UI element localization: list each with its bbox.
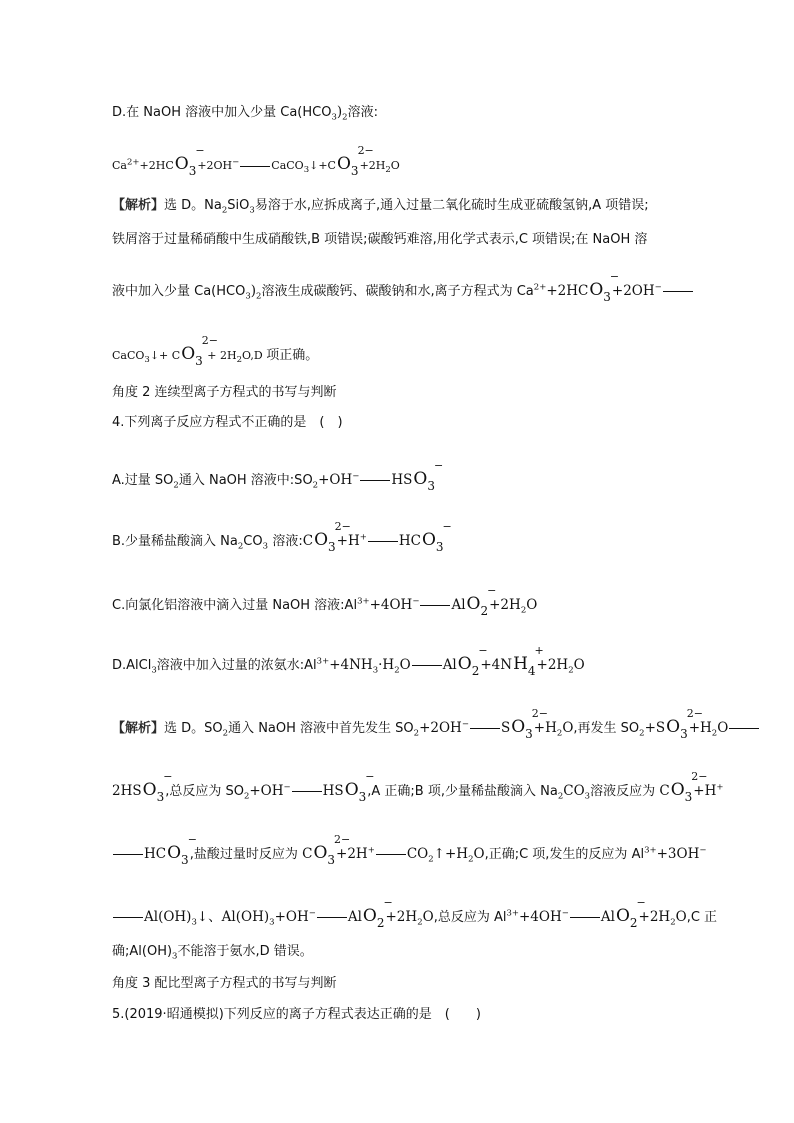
q4-option-c: C.向氯化铝溶液中滴入过量 NaOH 溶液$:Al^{3+}+4OH^-$ AlO − $_2+2H_2O$ xyxy=(112,584,538,618)
analysis-2-line-5: 确$;Al(OH)_3$不能溶于氨水,D 错误。 xyxy=(112,944,313,962)
analysis-1-line-1: 【解析】选 D。$Na_2SiO_3$易溶于水,应拆成离子,通入过量二氧化硫时生成亚硫酸氢钠,A 项错误; xyxy=(112,198,649,216)
option-d-line: D.在 NaOH 溶液中加入少量 $Ca(HCO_3)_2$溶液: xyxy=(112,104,378,123)
question-5: 5.(2019·昭通模拟)下列反应的离子方程式表达正确的是 ( ) xyxy=(112,1007,481,1022)
analysis-1-line-3: 液中加入少量 $Ca(HCO_3)_2$溶液生成碳酸钙、碳酸钠和水,离子方程式为 $Ca^{2+}+2HCO$ − $_3$+2OH− xyxy=(112,282,694,299)
q4-option-a: A.过量 $SO_2$通入 NaOH 溶液中$:SO_2+OH^-$ HSO − $_3$ xyxy=(112,459,444,493)
equation-d: $Ca^{2+}+2HCO$ − $_3$+2OH− CaCO$_3$↓+CO 2− $_3+2H_2O$ xyxy=(112,144,400,178)
question-4: 4.下列离子反应方程式不正确的是 ( ) xyxy=(112,415,343,430)
analysis-2-line-3: HCO − $_3$,盐酸过量时反应为 CO 2− $_3$+2H+ $CO_2↑+H_2O$,正确;C 项,发生的反应为 $Al^{3+}+3OH^-$ xyxy=(112,845,706,862)
analysis-1-line-4: CaCO$_3$↓+ CO 2− $_3 + 2H_2O,D$ 项正确。 xyxy=(112,334,319,368)
analysis-tag: 【解析】 xyxy=(112,198,165,213)
angle-3-heading: 角度 3 配比型离子方程式的书写与判断 xyxy=(112,976,337,991)
analysis-2-line-1: 【解析】选 D。$SO_2$通入 NaOH 溶液中首先发生 $SO_2+2OH^-$ SO 2− $_3+H_2O$,再发生 $SO_2+SO$ 2− $_3+H_2O$ xyxy=(112,719,760,736)
analysis-2-line-4: $Al(OH)_3↓$、$Al(OH)_3+OH^-$ AlO − $_2+2H_2O$,总反应为 $Al^{3+}+4OH^-$ AlO − $_2+2H_2O,C$ 正 xyxy=(112,908,717,925)
analysis-1-line-2: 铁屑溶于过量稀硝酸中生成硝酸铁,B 项错误;碳酸钙难溶,用化学式表示,C 项错误;在 NaOH 溶 xyxy=(112,232,648,247)
q4-option-d: D.AlCl$_3$溶液中加入过量的浓氨水$:Al^{3+}+4NH_3\cdot H_2O$ AlO − $_2$+4NH + $_4+2H_2O$ xyxy=(112,644,585,678)
analysis-2-line-2: 2HSO − $_3$,总反应为 $SO_2+OH^-$ HSO − $_3$,A 正确;B 项,少量稀盐酸滴入 $Na_2CO_3$溶液反应为 CO 2− $_3$+H+ xyxy=(112,770,724,804)
q4-option-b: B.少量稀盐酸滴入 $Na_2CO_3$ 溶液:CO 2− $_3$+H+ HCO − $_3$ xyxy=(112,520,452,554)
angle-2-heading: 角度 2 连续型离子方程式的书写与判断 xyxy=(112,385,337,400)
